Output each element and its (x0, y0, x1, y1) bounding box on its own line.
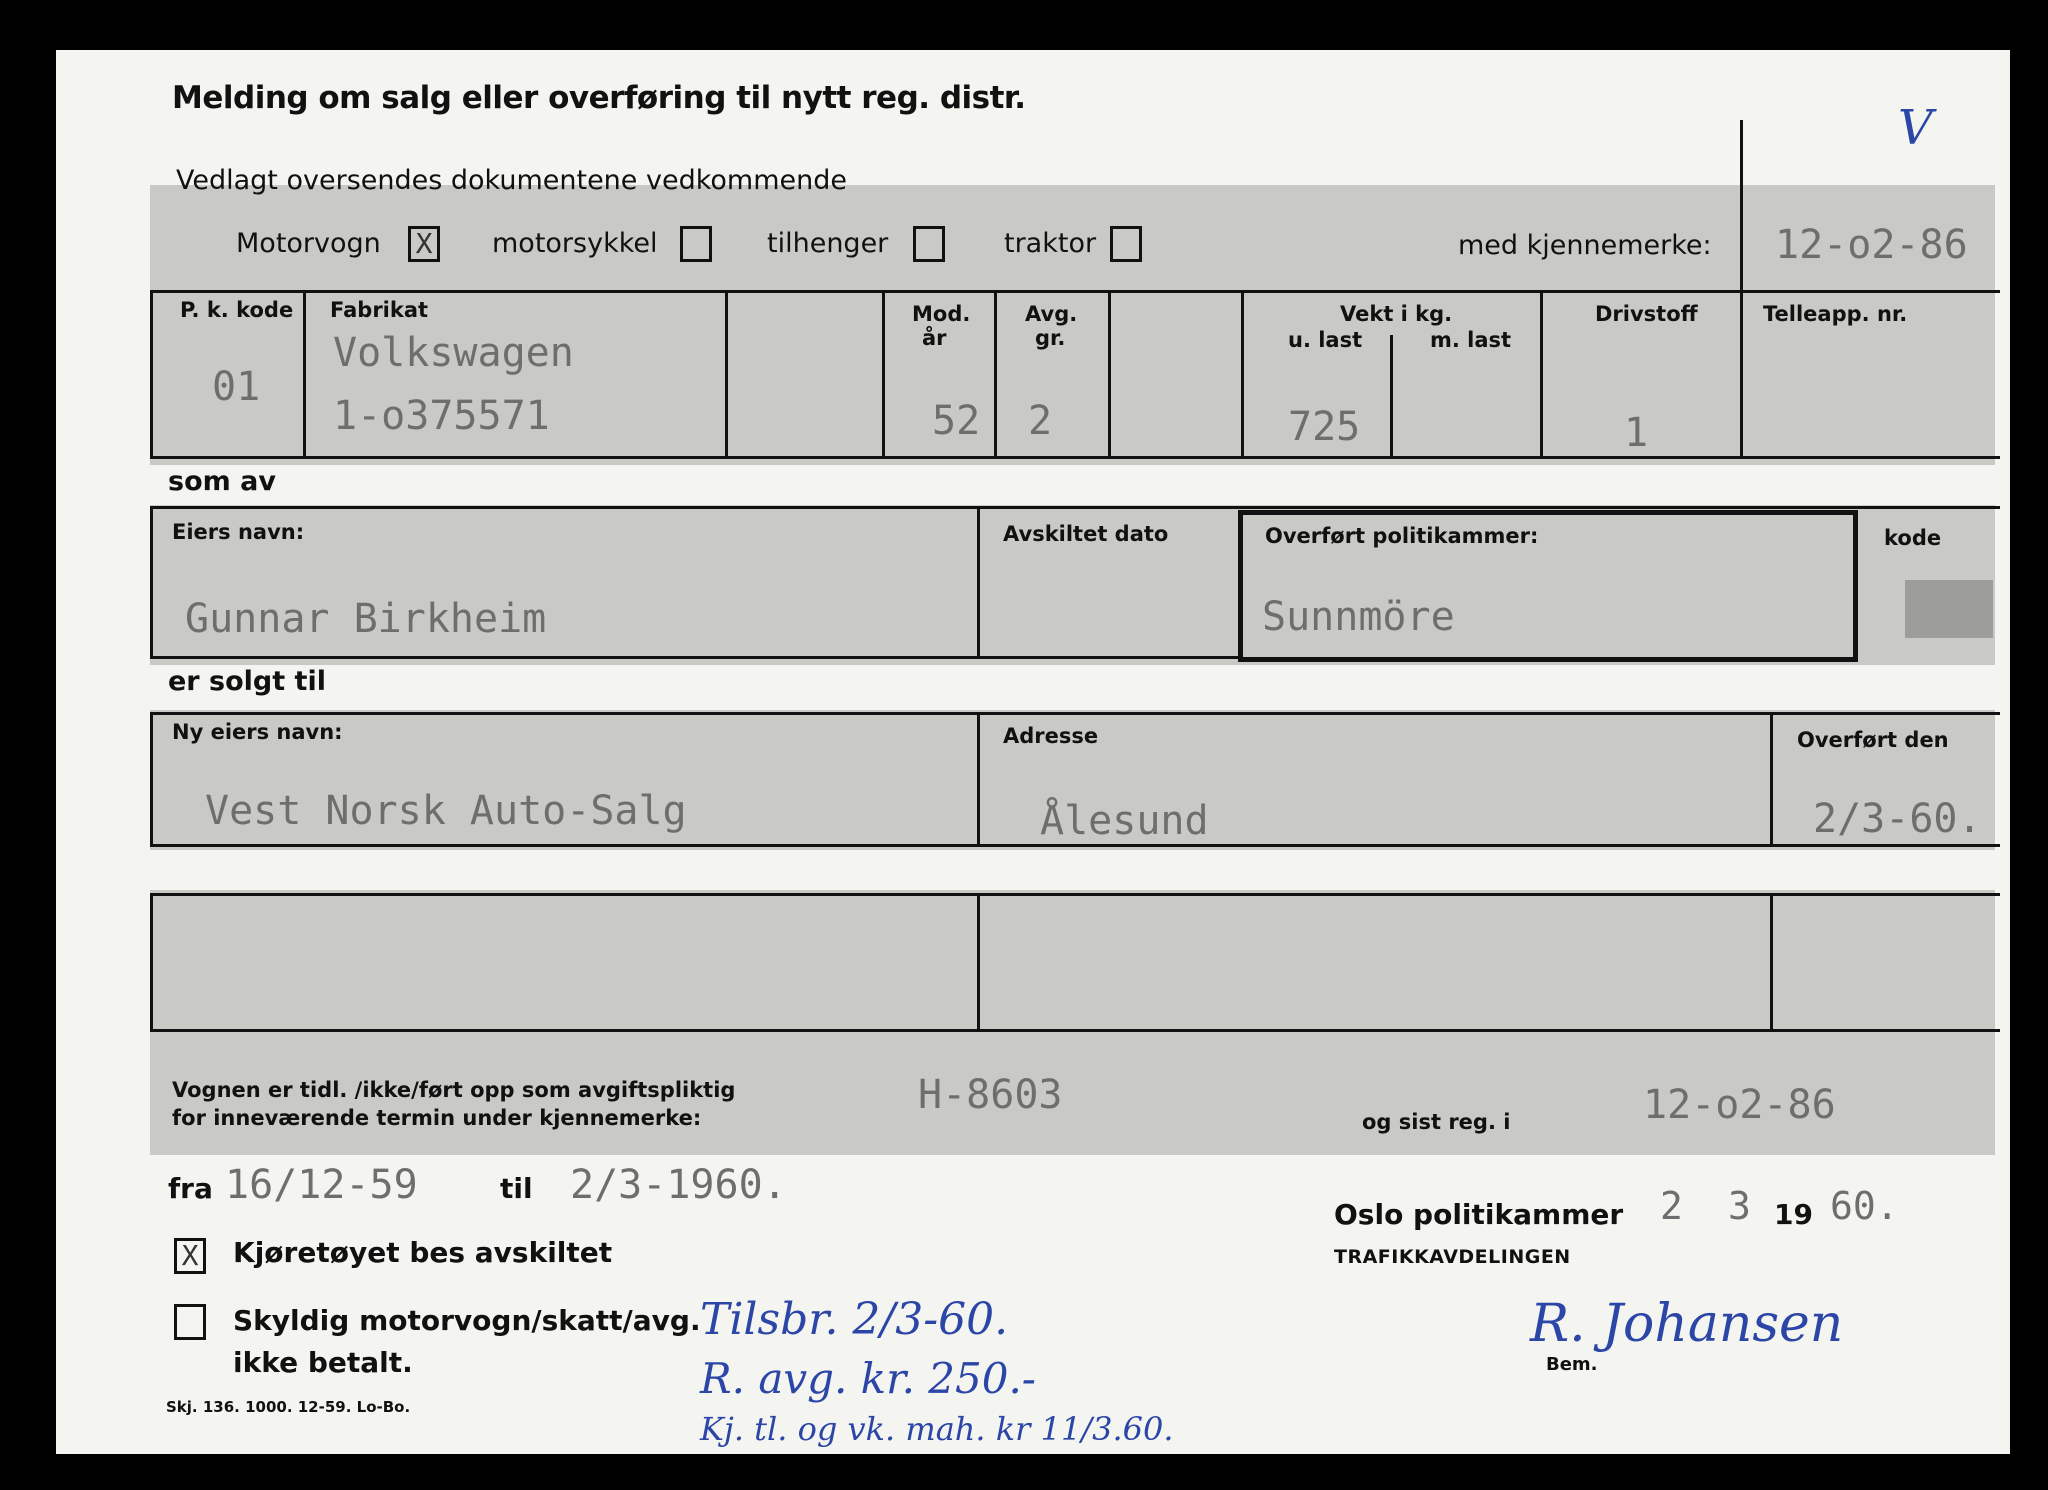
value-avg-gr: 2 (1028, 398, 1053, 444)
header-mod-sub: år (922, 326, 947, 350)
kode-stamp (1905, 580, 1993, 638)
skyldig-label-2: ikke betalt. (233, 1346, 413, 1379)
value-chassis: 1-o375571 (333, 393, 550, 439)
value-drivstoff: 1 (1624, 410, 1649, 456)
buyer-top-border (150, 712, 2000, 715)
buyer-date-label: Overført den (1797, 728, 1949, 752)
fee-line-2: for inneværende termin under kjennemerke: (172, 1106, 702, 1130)
kode-label: kode (1884, 526, 1942, 550)
vehicle-type-tilhenger-label: tilhenger (767, 228, 889, 259)
owner-section-label: som av (168, 466, 276, 497)
vehicle-col-5 (994, 290, 997, 458)
vehicle-type-tilhenger-checkbox[interactable] (913, 226, 945, 262)
value-mod-year: 52 (932, 398, 981, 444)
skyldig-label: Skyldig motorvogn/skatt/avg. (233, 1304, 701, 1337)
office-name: Oslo politikammer (1334, 1198, 1624, 1231)
header-pk-kode: P. k. kode (180, 298, 294, 322)
fra-label: fra (168, 1172, 213, 1205)
vehicle-type-motorvogn-label: Motorvogn (236, 228, 381, 259)
vehicle-col-3 (725, 290, 728, 458)
sist-reg-label: og sist reg. i (1362, 1110, 1511, 1134)
buyer-address-label: Adresse (1003, 724, 1099, 748)
skyldig-checkbox[interactable] (174, 1304, 206, 1340)
politikammer-value: Sunnmöre (1262, 594, 1455, 640)
empty-row-top-border (150, 893, 2000, 896)
office-date-day: 2 (1660, 1184, 1683, 1228)
vehicle-table-bottom-border (150, 456, 2000, 459)
buyer-col-1 (150, 712, 153, 844)
vehicle-type-motorsykkel-label: motorsykkel (492, 228, 658, 259)
vehicle-type-motorvogn-checkbox[interactable]: X (408, 226, 440, 262)
office-dept: TRAFIKKAVDELINGEN (1334, 1246, 1571, 1268)
office-date-century: 19 (1774, 1198, 1813, 1231)
corner-check-mark: V (1898, 100, 1933, 156)
vehicle-type-motorsykkel-checkbox[interactable] (680, 226, 712, 262)
handwriting-line-1: Tilsbr. 2/3-60. (700, 1294, 1009, 1345)
header-m-last: m. last (1430, 328, 1512, 352)
vehicle-col-8 (1390, 335, 1393, 458)
form-title: Melding om salg eller overføring til nytt reg. distr. (172, 80, 1026, 116)
fee-line-1: Vognen er tidl. /ikke/ført opp som avgiftspliktig (172, 1078, 736, 1102)
politikammer-label: Overført politikammer: (1265, 524, 1539, 548)
header-drivstoff: Drivstoff (1595, 302, 1698, 326)
vehicle-col-10 (1740, 290, 1743, 458)
owner-col-1 (150, 506, 153, 658)
vehicle-col-1 (150, 290, 153, 458)
empty-col-2 (977, 893, 980, 1031)
vehicle-col-6 (1108, 290, 1111, 458)
handwriting-line-2: R. avg. kr. 250.- (700, 1354, 1036, 1403)
header-fabrikat: Fabrikat (330, 298, 429, 322)
reg-divider (1740, 120, 1743, 290)
avskilt-label: Kjøretøyet bes avskiltet (233, 1236, 613, 1269)
empty-col-3 (1770, 893, 1773, 1031)
office-date-month: 3 (1728, 1184, 1751, 1228)
avskiltet-label: Avskiltet dato (1003, 522, 1169, 546)
buyer-col-2 (977, 712, 980, 844)
header-telleapp: Telleapp. nr. (1763, 302, 1908, 326)
header-mod: Mod. (912, 302, 971, 326)
avskilt-checkbox[interactable]: X (174, 1238, 206, 1274)
owner-bottom-border (150, 656, 1240, 659)
buyer-section-label: er solgt til (168, 666, 326, 697)
header-avg: Avg. (1025, 302, 1078, 326)
office-bem: Bem. (1546, 1354, 1598, 1375)
buyer-name-label: Ny eiers navn: (172, 720, 343, 744)
fra-value: 16/12-59 (225, 1162, 418, 1208)
owner-top-border (150, 506, 2000, 509)
vehicle-type-traktor-checkbox[interactable] (1110, 226, 1142, 262)
vehicle-col-2 (303, 290, 306, 458)
owner-col-2 (977, 506, 980, 658)
empty-row-bottom-border (150, 1029, 2000, 1032)
owner-name-value: Gunnar Birkheim (185, 596, 547, 642)
value-u-last: 725 (1288, 404, 1361, 450)
buyer-date-value: 2/3-60. (1813, 796, 1982, 842)
til-value: 2/3-1960. (570, 1162, 787, 1208)
handwriting-line-3: Kj. tl. og vk. mah. kr 11/3.60. (700, 1410, 1174, 1448)
buyer-col-3 (1770, 712, 1773, 844)
sist-reg-value: 12-o2-86 (1643, 1082, 1836, 1128)
fee-plate: H-8603 (918, 1072, 1063, 1118)
signature: R. Johansen (1530, 1294, 1844, 1354)
vehicle-col-9 (1540, 290, 1543, 458)
value-make: Volkswagen (333, 330, 574, 376)
value-pk-kode: 01 (212, 364, 261, 410)
owner-name-label: Eiers navn: (172, 520, 305, 544)
intro-text: Vedlagt oversendes dokumentene vedkommende (176, 165, 847, 196)
vehicle-table-top-border (150, 290, 2000, 293)
header-u-last: u. last (1288, 328, 1363, 352)
header-vekt: Vekt i kg. (1340, 302, 1453, 326)
vehicle-col-7 (1241, 290, 1244, 458)
office-date-year: 60. (1830, 1184, 1899, 1228)
form-footer: Skj. 136. 1000. 12-59. Lo-Bo. (166, 1398, 411, 1416)
til-label: til (500, 1172, 533, 1205)
vehicle-col-4 (882, 290, 885, 458)
reg-value: 12-o2-86 (1775, 222, 1968, 268)
buyer-address-value: Ålesund (1040, 798, 1209, 844)
buyer-bottom-border (150, 844, 2000, 847)
buyer-name-value: Vest Norsk Auto-Salg (205, 788, 687, 834)
empty-col-1 (150, 893, 153, 1031)
vehicle-type-traktor-label: traktor (1004, 228, 1097, 259)
reg-label: med kjennemerke: (1458, 230, 1712, 261)
header-avg-sub: gr. (1035, 326, 1066, 350)
